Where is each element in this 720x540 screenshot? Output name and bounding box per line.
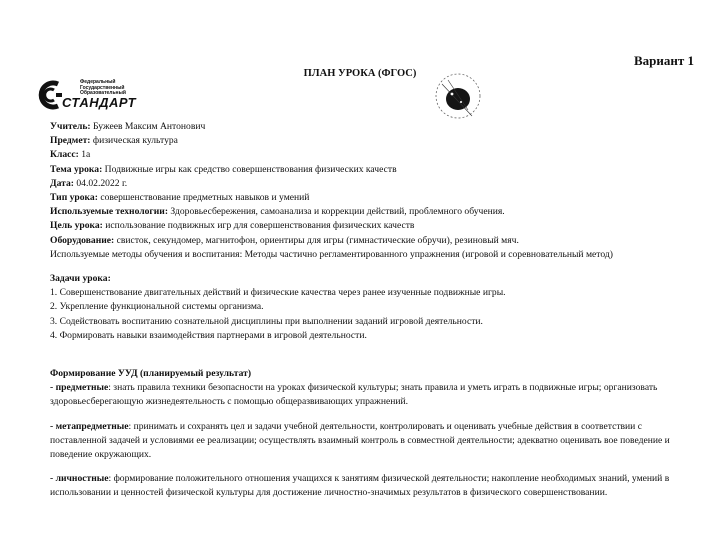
task-item: 1. Совершенствование двигательных действий и физические качества через ранее изученные подвижные игры. [50,287,506,299]
task-item: 3. Содействовать воспитанию сознательной дисциплины при выполнении заданий игровой деятельности. [50,315,483,327]
variant-label: Вариант 1 [633,53,694,68]
uud-subject-results: - предметные: знать правила техники безопасности на уроках физической культуры; знать правила и уметь играть в подвижные игры; организовать здоровьесберегающую жизнедеятельность с помощью общеразвивающих упражнений. [50,382,658,408]
field-topic: Тема урока: Подвижные игры как средство совершенствования физических качеств [50,163,397,175]
lesson-plan-body [50,120,696,501]
task-item: 4. Формировать навыки взаимодействия партнерами в игровой деятельности. [50,329,367,341]
field-equipment: Оборудование: свисток, секундомер, магнитофон, ориентиры для игры (гимнастические обручи), резиновый мяч. [50,234,519,246]
field-lesson-type: Тип урока: совершенствование предметных навыков и умений [50,192,310,204]
uud-metasubject-results: - метапредметные: принимать и сохранять цел и задачи учебной деятельности, контролировать и оценивать учебные действия в соответствии с поставленной задачей и условиями ее реализации; осуществлять взаимный контроль в совместной деятельности; адекватно оценивать вое поведение и поведение окружающих. [50,420,670,461]
methods-line: Используемые методы обучения и воспитания: Методы частично регламентированного упражнения (игровой и соревновательный метод) [50,248,613,260]
logo-line-3: Образовательный [80,90,126,97]
task-item: 2. Укрепление функциональной системы организма. [50,301,264,313]
fgos-logo [36,78,146,112]
field-subject: Предмет: физическая культура [50,135,178,147]
field-class: Класс: 1а [50,149,91,161]
logo-wordmark: СТАНДАРТ [62,95,137,110]
logo-line-2: Государственный [80,84,125,91]
stamp-mark-icon [428,70,488,120]
uud-personal-results: - личностные: формирование положительного отношения учащихся к занятиям физической деятельности; накопление необходимых знаний, умений в использовании и ценностей физической культуры для достижение личностно-значимых результатов в физического совершенствовании. [50,473,670,499]
field-technologies: Используемые технологии: Здоровьесбережения, самоанализа и коррекции действий, проблемного обучения. [50,206,505,218]
field-date: Дата: 04.02.2022 г. [50,177,128,189]
field-goal: Цель урока: использование подвижных игр для совершенствования физических качеств [50,220,415,232]
document-title: ПЛАН УРОКА (ФГОС) [303,68,417,79]
uud-heading: Формирование УУД (планируемый результат) [50,368,252,380]
tasks-heading: Задачи урока: [50,273,111,285]
logo-line-1: Федеральный [80,79,116,85]
field-teacher: Учитель: Бужеев Максим Антонович [50,121,206,132]
